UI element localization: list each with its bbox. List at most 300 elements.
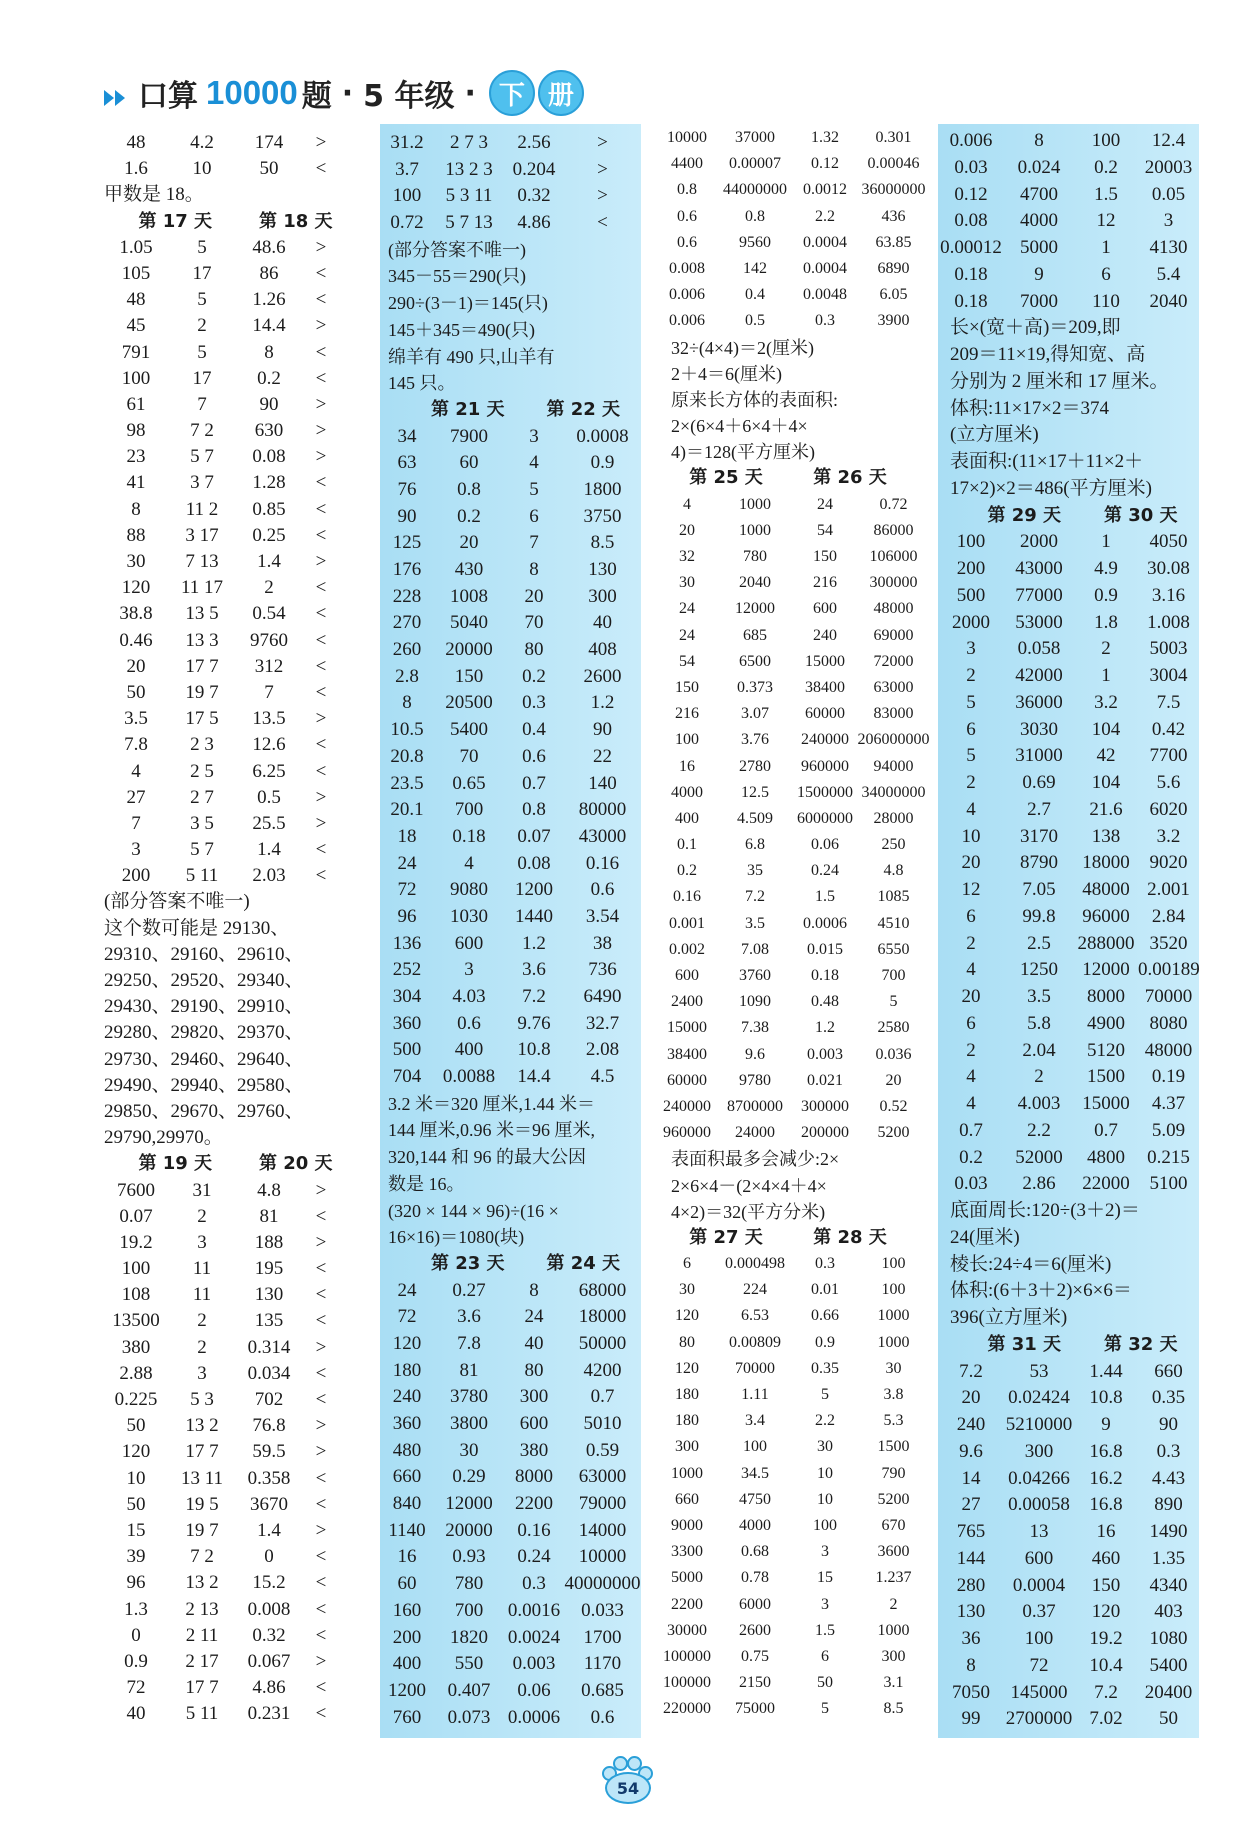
answer-row bbox=[938, 610, 1199, 637]
answer-value: 8000 bbox=[515, 1466, 553, 1488]
answer-value: 220000 bbox=[663, 1700, 711, 1718]
comparison-sign: > bbox=[315, 393, 327, 415]
answer-value: 8.5 bbox=[883, 1700, 904, 1718]
answer-value: 23 bbox=[126, 446, 146, 468]
answer-value: 188 bbox=[254, 1231, 284, 1253]
answer-row bbox=[100, 418, 356, 444]
answer-value: 2.86 bbox=[1022, 1173, 1056, 1195]
answer-value: 0.000498 bbox=[725, 1255, 785, 1273]
answer-value: 1.4 bbox=[257, 1519, 281, 1541]
answer-row bbox=[380, 1518, 641, 1545]
answer-row bbox=[380, 1438, 641, 1465]
answer-value: 0.00058 bbox=[1008, 1494, 1070, 1516]
answer-value: 7 bbox=[131, 812, 141, 834]
answer-value: 270 bbox=[392, 612, 422, 634]
answer-value: 100000 bbox=[663, 1647, 711, 1665]
comparison-sign: < bbox=[315, 577, 327, 599]
answer-value: 10 bbox=[961, 825, 981, 847]
solution-line: 原来长方体的表面积: bbox=[671, 389, 839, 410]
answer-value: 6 bbox=[821, 1647, 829, 1665]
answer-value: 630 bbox=[254, 420, 284, 442]
answer-value: 0.0004 bbox=[1012, 1574, 1066, 1596]
answer-value: 4510 bbox=[877, 914, 910, 932]
answer-value: 0.0088 bbox=[442, 1066, 496, 1088]
answer-value: 15000 bbox=[1082, 1093, 1130, 1114]
answer-value: 0.00012 bbox=[940, 237, 1002, 258]
answer-value: 1800 bbox=[583, 478, 622, 500]
answer-row bbox=[659, 1120, 932, 1146]
answer-value: 135 bbox=[254, 1310, 284, 1332]
answer-value: 5 7 13 bbox=[445, 212, 493, 234]
comparison-sign: < bbox=[315, 1493, 327, 1515]
answer-value: 4.86 bbox=[517, 212, 551, 234]
comparison-sign: < bbox=[315, 839, 327, 861]
title-separator: · bbox=[341, 75, 354, 111]
answer-value: 100 bbox=[813, 1516, 837, 1534]
answer-value: 0.66 bbox=[811, 1307, 839, 1325]
answer-value: 12.4 bbox=[1151, 130, 1186, 151]
answer-value: 4130 bbox=[1149, 237, 1188, 258]
answer-value: 63000 bbox=[873, 678, 914, 696]
answer-row bbox=[659, 884, 932, 910]
answer-value: 0.6 bbox=[590, 1706, 615, 1728]
answer-value: 1 bbox=[1101, 237, 1111, 258]
answer-value: 6020 bbox=[1149, 798, 1188, 820]
answer-value: 1.4 bbox=[257, 551, 281, 572]
answer-row bbox=[659, 1408, 932, 1434]
answer-value: 150 bbox=[813, 548, 837, 565]
solution-line: 数是 16。 bbox=[388, 1173, 465, 1194]
answer-value: 8000 bbox=[1087, 986, 1125, 1007]
answer-value: 32 bbox=[679, 548, 695, 565]
answer-value: 53000 bbox=[1015, 611, 1063, 633]
answer-value: 10.8 bbox=[517, 1039, 551, 1061]
answer-value: 6 bbox=[1101, 263, 1111, 285]
answer-value: 18000 bbox=[578, 1306, 627, 1328]
answer-value: 100 bbox=[743, 1438, 767, 1456]
answer-value: 1.237 bbox=[875, 1569, 912, 1587]
answer-value: 252 bbox=[392, 959, 422, 981]
answer-value: 0.215 bbox=[1147, 1146, 1190, 1168]
answer-row bbox=[938, 1626, 1199, 1653]
answer-value: 8 bbox=[402, 692, 412, 714]
answer-value: 20 bbox=[524, 585, 544, 607]
answer-row bbox=[938, 182, 1199, 209]
answer-value: 550 bbox=[454, 1653, 484, 1675]
answer-value: 43000 bbox=[578, 825, 627, 847]
answer-value: 6500 bbox=[739, 652, 771, 670]
answer-value: 4.8 bbox=[257, 1179, 281, 1201]
answer-row bbox=[380, 477, 641, 504]
answer-row bbox=[938, 1064, 1199, 1091]
day-heading bbox=[938, 503, 1199, 530]
answer-value: 86 bbox=[259, 262, 279, 284]
answer-row bbox=[938, 824, 1199, 851]
answer-value: 10000 bbox=[578, 1546, 627, 1568]
answer-value: 10.4 bbox=[1089, 1654, 1123, 1676]
solution-line: 290÷(3－1)＝145(只) bbox=[388, 293, 548, 314]
answer-value: 160 bbox=[392, 1599, 422, 1621]
answer-value: 5120 bbox=[1087, 1039, 1125, 1061]
solution-line: (立方厘米) bbox=[950, 424, 1039, 446]
comparison-sign: < bbox=[315, 498, 327, 520]
answer-value: 1.5 bbox=[815, 1621, 835, 1639]
answer-row bbox=[100, 1466, 356, 1492]
answer-row bbox=[659, 544, 932, 570]
answer-value: 1440 bbox=[515, 905, 553, 927]
answer-row bbox=[938, 1145, 1199, 1172]
answer-row bbox=[659, 858, 932, 884]
solution-line: 145 只。 bbox=[388, 373, 456, 394]
answer-value: 31000 bbox=[1015, 745, 1063, 767]
answer-value: 1000 bbox=[877, 1333, 910, 1351]
answer-value: 3030 bbox=[1020, 718, 1058, 740]
answer-row bbox=[659, 492, 932, 518]
answer-row bbox=[659, 937, 932, 963]
answer-value: 3750 bbox=[583, 505, 622, 527]
answer-row bbox=[659, 1330, 932, 1356]
answer-value: 0.16 bbox=[517, 1519, 551, 1541]
solution-line: 29430、29190、29910、 bbox=[104, 996, 304, 1018]
answer-value: 9.76 bbox=[517, 1012, 551, 1034]
answer-value: 36000000 bbox=[861, 181, 926, 199]
answer-value: 0.0004 bbox=[803, 259, 847, 277]
answer-value: 3.8 bbox=[883, 1386, 904, 1403]
answer-value: 2 bbox=[1101, 638, 1111, 660]
comparison-sign: > bbox=[315, 812, 327, 834]
answer-row bbox=[938, 262, 1199, 289]
answer-value: 120 bbox=[675, 1307, 699, 1325]
comparison-sign: < bbox=[315, 1546, 327, 1568]
answer-value: 20400 bbox=[1144, 1681, 1193, 1703]
answer-value: 0.2 bbox=[1094, 156, 1118, 178]
answer-value: 1.32 bbox=[811, 129, 839, 146]
comparison-sign: < bbox=[315, 1310, 327, 1332]
answer-value: 0.067 bbox=[247, 1650, 291, 1672]
answer-value: 380 bbox=[519, 1439, 549, 1461]
answer-value: 13 2 3 bbox=[445, 158, 493, 180]
comparison-sign: < bbox=[315, 158, 327, 180]
question-count: 10000 bbox=[206, 74, 298, 111]
answer-row bbox=[380, 157, 641, 184]
answer-value: 200 bbox=[956, 558, 986, 579]
answer-value: 736 bbox=[588, 959, 617, 981]
answer-row bbox=[100, 366, 356, 392]
answer-value: 138 bbox=[1091, 825, 1121, 847]
answer-value: 0.8 bbox=[745, 207, 765, 225]
answer-value: 136 bbox=[392, 932, 422, 954]
answer-value: 13500 bbox=[112, 1310, 160, 1332]
answer-value: 30 bbox=[885, 1359, 902, 1377]
answer-value: 7.05 bbox=[1022, 879, 1056, 900]
day-heading bbox=[100, 1151, 356, 1177]
answer-value: 1.35 bbox=[1151, 1547, 1186, 1569]
answer-row bbox=[659, 1618, 932, 1644]
answer-value: 0.0006 bbox=[803, 914, 847, 932]
answer-value: 5 bbox=[821, 1386, 829, 1403]
answer-value: 0.002 bbox=[669, 940, 705, 958]
answer-value: 48000 bbox=[1144, 1039, 1193, 1061]
answer-value: 400 bbox=[675, 809, 699, 827]
answer-value: 100 bbox=[675, 731, 699, 749]
answer-value: 7 bbox=[264, 681, 274, 703]
answer-value: 22 bbox=[593, 745, 612, 767]
answer-value: 10000 bbox=[667, 129, 707, 146]
answer-value: 30 bbox=[817, 1438, 833, 1456]
answer-row bbox=[100, 1597, 356, 1623]
answer-value: 0.52 bbox=[879, 1097, 908, 1115]
answer-value: 6.53 bbox=[741, 1307, 769, 1325]
answer-value: 2.2 bbox=[815, 1412, 835, 1430]
answer-value: 2 bbox=[197, 1205, 207, 1227]
answer-value: 700 bbox=[454, 1599, 484, 1621]
comparison-sign: > bbox=[315, 1519, 327, 1541]
answer-value: 5040 bbox=[450, 612, 488, 634]
answer-value: 0.24 bbox=[811, 862, 839, 880]
answer-row bbox=[380, 1358, 641, 1385]
answer-value: 3.54 bbox=[585, 905, 620, 927]
comparison-sign: > bbox=[315, 315, 327, 337]
answer-value: 0.5 bbox=[745, 312, 765, 330]
answer-value: 34000000 bbox=[861, 783, 926, 801]
answer-value: 86000 bbox=[873, 521, 914, 539]
answer-value: 0.2 bbox=[959, 1146, 983, 1168]
answer-row bbox=[380, 1544, 641, 1571]
answer-value: 0.08 bbox=[954, 210, 988, 232]
answer-row bbox=[938, 1519, 1199, 1546]
comparison-sign: < bbox=[315, 341, 327, 363]
answer-value: 15000 bbox=[805, 652, 845, 670]
answer-value: 3170 bbox=[1020, 825, 1058, 847]
answer-value: 0.24 bbox=[517, 1546, 551, 1568]
comparison-sign: < bbox=[315, 472, 327, 494]
answer-value: 430 bbox=[454, 559, 484, 580]
answer-value: 6 bbox=[529, 505, 539, 527]
day-label: 第 27 天 bbox=[689, 1226, 763, 1248]
answer-row bbox=[938, 984, 1199, 1011]
answer-value: 2040 bbox=[1149, 290, 1188, 312]
answer-value: 10.8 bbox=[1089, 1387, 1123, 1409]
answer-row bbox=[659, 1068, 932, 1094]
answer-row bbox=[380, 664, 641, 691]
answer-value: 790 bbox=[881, 1464, 906, 1482]
answer-value: 4 bbox=[966, 959, 976, 981]
answer-value: 14 bbox=[961, 1467, 981, 1489]
answer-row bbox=[380, 1064, 641, 1091]
day-heading bbox=[659, 465, 932, 491]
answer-value: 1.11 bbox=[741, 1386, 769, 1403]
solution-line: 底面周长:120÷(3＋2)＝ bbox=[950, 1200, 1140, 1221]
comparison-sign: < bbox=[315, 1598, 327, 1620]
answer-value: 0.6 bbox=[522, 745, 546, 767]
comparison-sign: < bbox=[315, 262, 327, 284]
answer-value: 280 bbox=[956, 1574, 986, 1596]
solution-line: 这个数可能是 29130、 bbox=[104, 917, 290, 939]
answer-row bbox=[380, 1304, 641, 1331]
answer-value: 100 bbox=[881, 1255, 906, 1273]
answer-row bbox=[100, 837, 356, 863]
answer-value: 70 bbox=[524, 612, 544, 634]
answer-value: 16.2 bbox=[1089, 1467, 1123, 1489]
answer-row bbox=[659, 518, 932, 544]
answer-value: 0.06 bbox=[811, 836, 839, 854]
answer-value: 0.27 bbox=[452, 1279, 486, 1301]
answer-value: 3760 bbox=[739, 967, 771, 984]
answer-row bbox=[380, 130, 641, 157]
answer-row bbox=[100, 575, 356, 601]
answer-value: 76.8 bbox=[252, 1415, 286, 1437]
comparison-sign: < bbox=[315, 1677, 327, 1699]
solution-line: 16×16)＝1080(块) bbox=[388, 1227, 525, 1248]
answer-value: 15 bbox=[817, 1569, 833, 1587]
answer-value: 1.6 bbox=[124, 158, 148, 180]
comparison-sign: > bbox=[597, 185, 608, 207]
answer-value: 9760 bbox=[250, 629, 288, 651]
answer-value: 19 7 bbox=[185, 1519, 219, 1541]
answer-value: 0.6 bbox=[677, 207, 697, 225]
answer-value: 3.7 bbox=[395, 158, 419, 180]
answer-value: 0.225 bbox=[114, 1389, 158, 1410]
comparison-sign: > bbox=[597, 158, 608, 180]
answer-value: 1490 bbox=[1149, 1521, 1188, 1542]
answer-value: 4.9 bbox=[1094, 558, 1118, 579]
answer-value: 19.2 bbox=[119, 1231, 153, 1253]
answer-value: 200 bbox=[392, 1626, 422, 1648]
answer-value: 300000 bbox=[801, 1097, 849, 1115]
answer-value: 5003 bbox=[1149, 638, 1188, 660]
answer-value: 224 bbox=[743, 1281, 767, 1299]
answer-value: 0.00007 bbox=[729, 155, 781, 173]
answer-value: 0.003 bbox=[512, 1653, 556, 1675]
answer-row bbox=[100, 811, 356, 837]
answer-value: 14.4 bbox=[517, 1066, 551, 1088]
answer-value: 99.8 bbox=[1022, 905, 1056, 927]
answer-value: 69000 bbox=[873, 626, 914, 644]
solution-line: 表面积:(11×17＋11×2＋ bbox=[950, 451, 1144, 472]
answer-value: 100 bbox=[956, 531, 986, 553]
answer-value: 1090 bbox=[739, 993, 771, 1011]
answer-value: 76 bbox=[397, 478, 417, 500]
solution-line: 32÷(4×4)＝2(厘米) bbox=[671, 337, 815, 358]
answer-value: 81 bbox=[259, 1205, 279, 1227]
answer-value: 7.2 bbox=[1094, 1681, 1118, 1703]
answer-value: 685 bbox=[743, 626, 767, 644]
answer-value: 380 bbox=[121, 1336, 151, 1358]
answer-row bbox=[100, 1204, 356, 1230]
answer-value: 32.7 bbox=[585, 1012, 620, 1034]
solution-line: 体积:(6＋3＋2)×6×6＝ bbox=[950, 1280, 1132, 1302]
answer-value: 5 bbox=[966, 745, 976, 767]
answer-value: 48 bbox=[126, 289, 146, 311]
answer-value: 0.12 bbox=[811, 155, 839, 173]
answer-value: 1250 bbox=[1020, 959, 1058, 981]
answer-value: 174 bbox=[254, 132, 284, 153]
answer-value: 1.28 bbox=[252, 472, 286, 494]
answer-row bbox=[938, 1412, 1199, 1439]
answer-value: 11 2 bbox=[185, 498, 219, 520]
answer-row bbox=[938, 850, 1199, 877]
answer-value: 200000 bbox=[801, 1124, 849, 1142]
answer-value: 3 bbox=[1163, 210, 1174, 232]
answer-row bbox=[938, 208, 1199, 235]
answer-value: 17 7 bbox=[185, 1441, 219, 1463]
answer-value: 23.5 bbox=[390, 772, 424, 794]
answer-value: 3.5 bbox=[1027, 986, 1051, 1007]
answer-value: 16.8 bbox=[1089, 1440, 1123, 1462]
answer-value: 1.2 bbox=[522, 932, 546, 954]
answer-row bbox=[100, 156, 356, 182]
answer-value: 0.68 bbox=[741, 1543, 769, 1561]
answer-row bbox=[380, 450, 641, 477]
answer-value: 7.02 bbox=[1089, 1708, 1123, 1730]
answer-value: 3.6 bbox=[457, 1306, 481, 1328]
answer-value: 12.5 bbox=[741, 783, 769, 801]
answer-row bbox=[659, 1539, 932, 1565]
answer-value: 4.03 bbox=[452, 986, 486, 1007]
solution-line: 24(厘米) bbox=[950, 1226, 1020, 1248]
answer-value: 1085 bbox=[877, 888, 910, 906]
answer-value: 60000 bbox=[805, 705, 845, 723]
answer-row bbox=[659, 1592, 932, 1618]
answer-value: 0.0012 bbox=[803, 181, 847, 199]
answer-value: 660 bbox=[1154, 1360, 1183, 1382]
solution-line: 345－55＝290(只) bbox=[388, 266, 526, 287]
answer-value: 890 bbox=[1154, 1494, 1183, 1516]
answer-row bbox=[100, 1387, 356, 1413]
answer-value: 90 bbox=[397, 505, 417, 527]
answer-value: 4000 bbox=[739, 1516, 771, 1534]
answer-value: 0.03 bbox=[954, 156, 988, 178]
answer-value: 0.3 bbox=[522, 692, 546, 714]
answer-value: 30 bbox=[126, 551, 146, 572]
answer-value: 0.78 bbox=[741, 1569, 769, 1587]
answer-value: 13 5 bbox=[185, 603, 219, 625]
answer-value: 0 bbox=[264, 1546, 274, 1568]
answer-row bbox=[100, 1413, 356, 1439]
answer-value: 35 bbox=[747, 862, 763, 880]
answer-value: 3670 bbox=[250, 1493, 288, 1515]
answer-value: 0.01 bbox=[811, 1281, 839, 1299]
answer-row bbox=[380, 424, 641, 451]
answer-value: 670 bbox=[881, 1516, 906, 1534]
answer-value: 2 13 bbox=[185, 1598, 219, 1620]
comparison-sign: < bbox=[315, 1284, 327, 1306]
day-label: 第 23 天 bbox=[430, 1252, 505, 1274]
answer-value: 5200 bbox=[877, 1124, 910, 1142]
answer-row bbox=[100, 340, 356, 366]
answer-value: 2.7 bbox=[1027, 798, 1051, 820]
answer-value: 0.65 bbox=[452, 772, 486, 794]
answer-row bbox=[659, 911, 932, 937]
answer-value: 90 bbox=[593, 719, 612, 741]
answer-value: 8790 bbox=[1020, 852, 1058, 874]
answer-value: 12 bbox=[1096, 210, 1116, 232]
solution-line: 29250、29520、29340、 bbox=[104, 970, 304, 991]
answer-value: 2600 bbox=[583, 665, 622, 687]
answer-row bbox=[100, 1675, 356, 1701]
day-label: 第 19 天 bbox=[138, 1153, 213, 1175]
answer-value: 4050 bbox=[1149, 531, 1188, 553]
answer-value: 288000 bbox=[1077, 932, 1135, 954]
answer-row bbox=[938, 1439, 1199, 1466]
page-number-badge bbox=[600, 1754, 654, 1804]
answer-row bbox=[938, 1359, 1199, 1386]
answer-value: 780 bbox=[743, 548, 767, 565]
answer-value: 0.2 bbox=[257, 367, 281, 389]
answer-value: 0.0008 bbox=[576, 425, 629, 447]
answer-value: 61 bbox=[126, 393, 146, 415]
answer-value: 3.07 bbox=[741, 705, 769, 723]
